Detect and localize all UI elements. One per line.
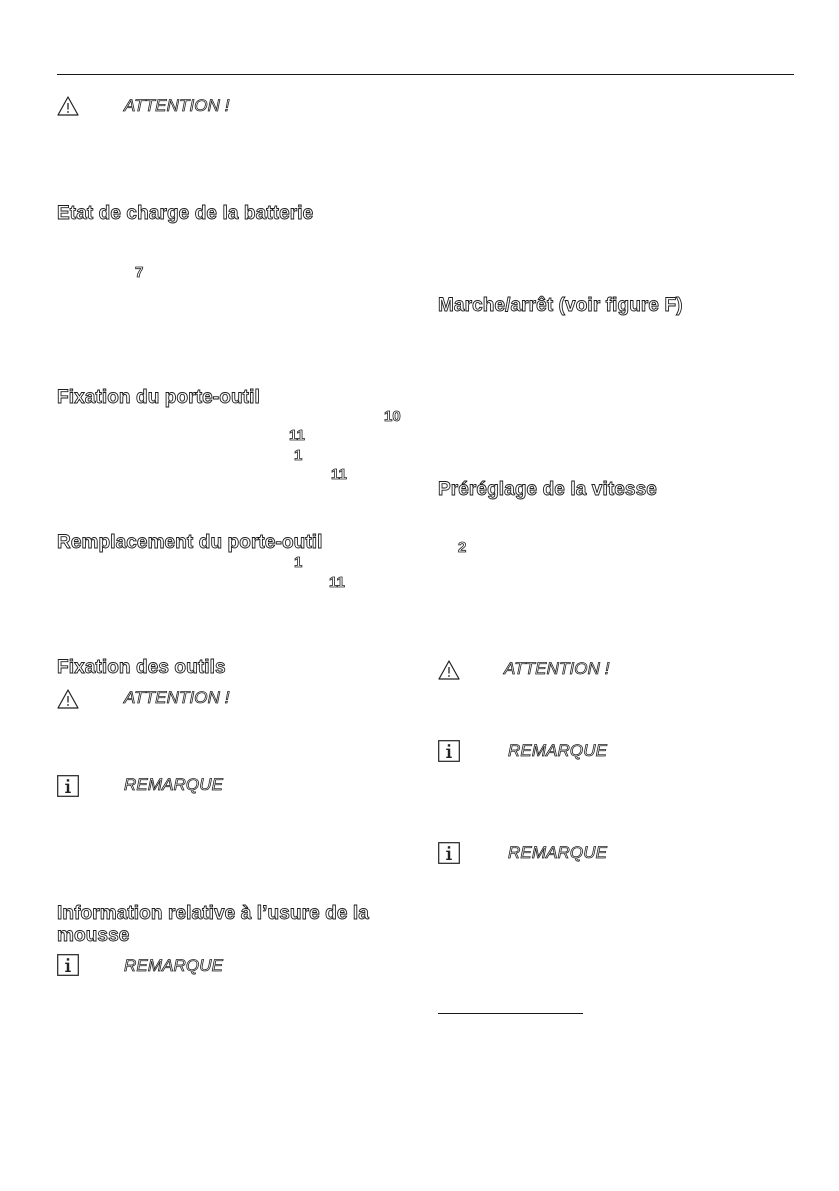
- warning-triangle-icon: [438, 659, 460, 681]
- heading-fixing-holder: Fixation du porte-outil: [57, 387, 260, 408]
- heading-foam-wear: Information relative à l’usure de la mousse: [57, 903, 369, 946]
- remarque-label: REMARQUE: [508, 741, 608, 760]
- heading-on-off: Marche/arrêt (voir figure F): [438, 295, 683, 316]
- attention-label: ATTENTION !: [504, 659, 610, 678]
- heading-speed-preset: Préréglage de la vitesse: [438, 479, 657, 500]
- remarque-label: REMARQUE: [124, 956, 224, 975]
- ref-11: 11: [329, 574, 345, 591]
- attention-label: ATTENTION !: [124, 688, 230, 707]
- info-icon: [438, 842, 460, 864]
- ref-11: 11: [331, 466, 347, 483]
- remarque-label: REMARQUE: [508, 843, 608, 862]
- info-icon: [57, 954, 79, 976]
- warning-triangle-icon: [57, 95, 79, 117]
- heading-replacing-holder: Remplacement du porte-outil: [57, 532, 323, 553]
- info-icon: [438, 740, 460, 762]
- footnote-rule: [438, 1013, 583, 1014]
- top-rule: [57, 74, 794, 75]
- heading-battery-charge: Etat de charge de la batterie: [57, 203, 314, 224]
- ref-1: 1: [294, 447, 303, 464]
- ref-7: 7: [135, 264, 144, 281]
- info-icon: [57, 775, 79, 797]
- warning-triangle-icon: [57, 688, 79, 710]
- ref-10: 10: [384, 408, 401, 425]
- ref-2: 2: [458, 539, 467, 556]
- ref-1: 1: [294, 554, 303, 571]
- ref-11: 11: [289, 427, 305, 444]
- remarque-label: REMARQUE: [124, 775, 224, 794]
- attention-label: ATTENTION !: [124, 96, 230, 115]
- heading-fixing-tools: Fixation des outils: [57, 657, 226, 678]
